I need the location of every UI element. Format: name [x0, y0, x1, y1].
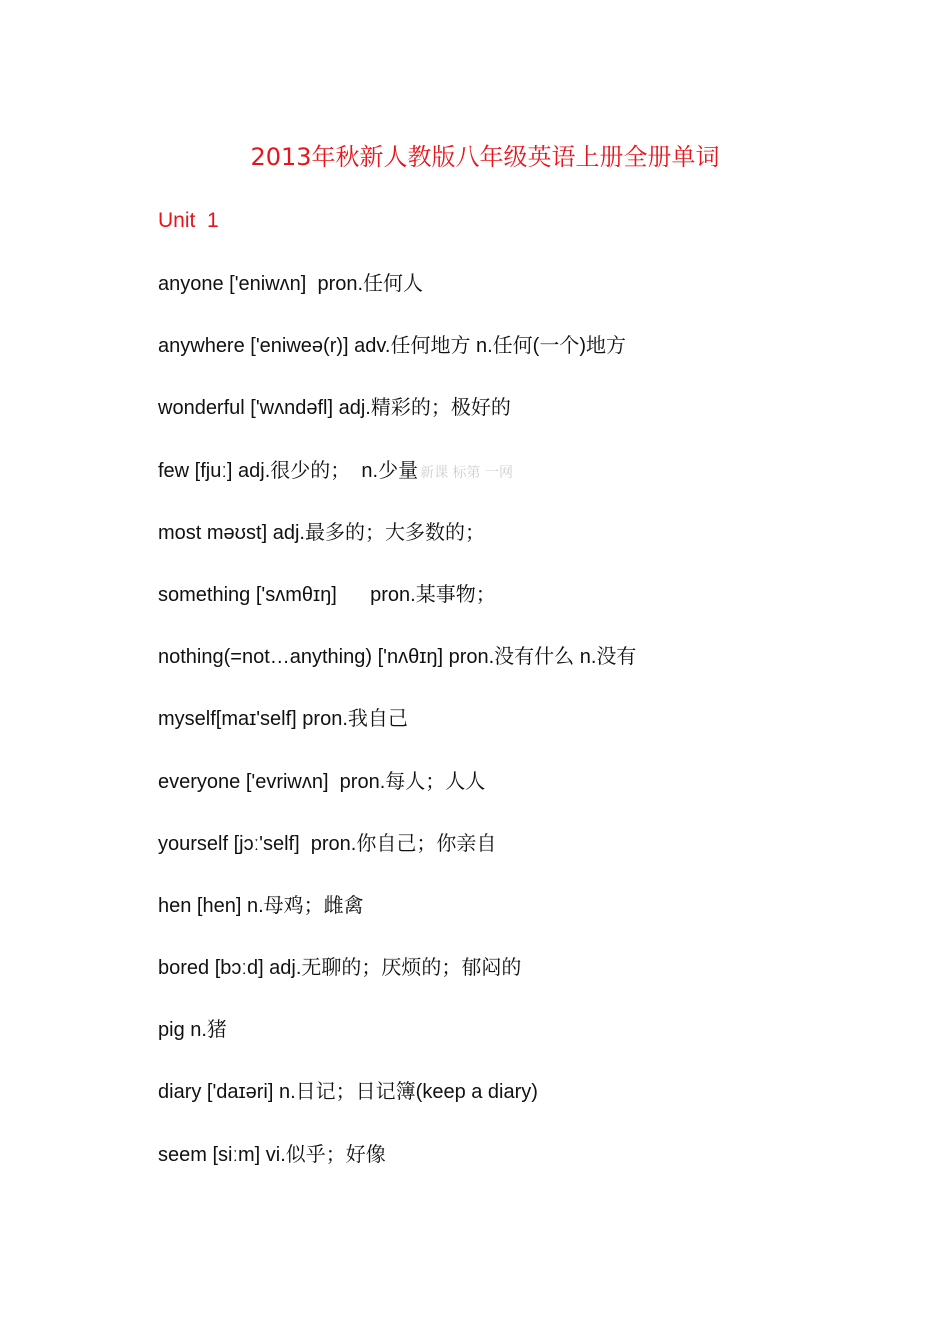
vocabulary-entry: [158, 767, 858, 829]
vocabulary-entry: [158, 704, 858, 766]
entry-text: myself[maɪ'self] pron.我自己: [158, 708, 408, 731]
vocabulary-entry: [158, 829, 858, 891]
entry-text: wonderful ['wʌndəfl] adj.精彩的；极好的: [158, 397, 511, 420]
page-title: 2013年秋新人教版八年级英语上册全册单词: [250, 143, 720, 171]
vocabulary-entry: [158, 456, 858, 518]
vocabulary-list: [158, 269, 858, 1202]
entry-text: few [fjuː] adj.很少的； n.少量: [158, 459, 419, 482]
entry-text: pig n.猪: [158, 1019, 227, 1042]
entry-text: anywhere ['eniweə(r)] adv.任何地方 n.任何(一个)地方: [158, 335, 626, 358]
entry-text: yourself [jɔː'self] pron.你自己；你亲自: [158, 832, 497, 855]
entry-text: something ['sʌmθɪŋ] pron.某事物；: [158, 583, 496, 606]
entry-text: diary ['daɪəri] n.日记；日记簿(keep a diary): [158, 1081, 538, 1104]
vocabulary-entry: [158, 1015, 858, 1077]
vocabulary-entry: [158, 1077, 858, 1139]
entry-text: nothing(=not…anything) ['nʌθɪŋ] pron.没有什么 n.没有: [158, 646, 637, 669]
vocabulary-entry: [158, 393, 858, 455]
entry-text: seem [siːm] vi.似乎；好像: [158, 1143, 386, 1166]
vocabulary-entry: [158, 518, 858, 580]
entry-text: bored [bɔːd] adj.无聊的；厌烦的；郁闷的: [158, 957, 522, 980]
vocabulary-entry: [158, 269, 858, 331]
vocabulary-entry: [158, 331, 858, 393]
vocabulary-entry: [158, 891, 858, 953]
entry-text: most məʊst] adj.最多的；大多数的；: [158, 521, 485, 544]
vocabulary-entry: [158, 953, 858, 1015]
entry-text: anyone ['eniwʌn] pron.任何人: [158, 273, 424, 295]
entry-text: hen [hen] n.母鸡；雌禽: [158, 894, 364, 917]
vocabulary-entry: [158, 642, 858, 704]
vocabulary-entry: [158, 1140, 858, 1202]
watermark-text: 新课 标第 一网: [420, 464, 513, 481]
vocabulary-entry: [158, 580, 858, 642]
unit-heading: Unit 1: [158, 209, 219, 232]
entry-text: everyone ['evriwʌn] pron.每人；人人: [158, 770, 486, 793]
